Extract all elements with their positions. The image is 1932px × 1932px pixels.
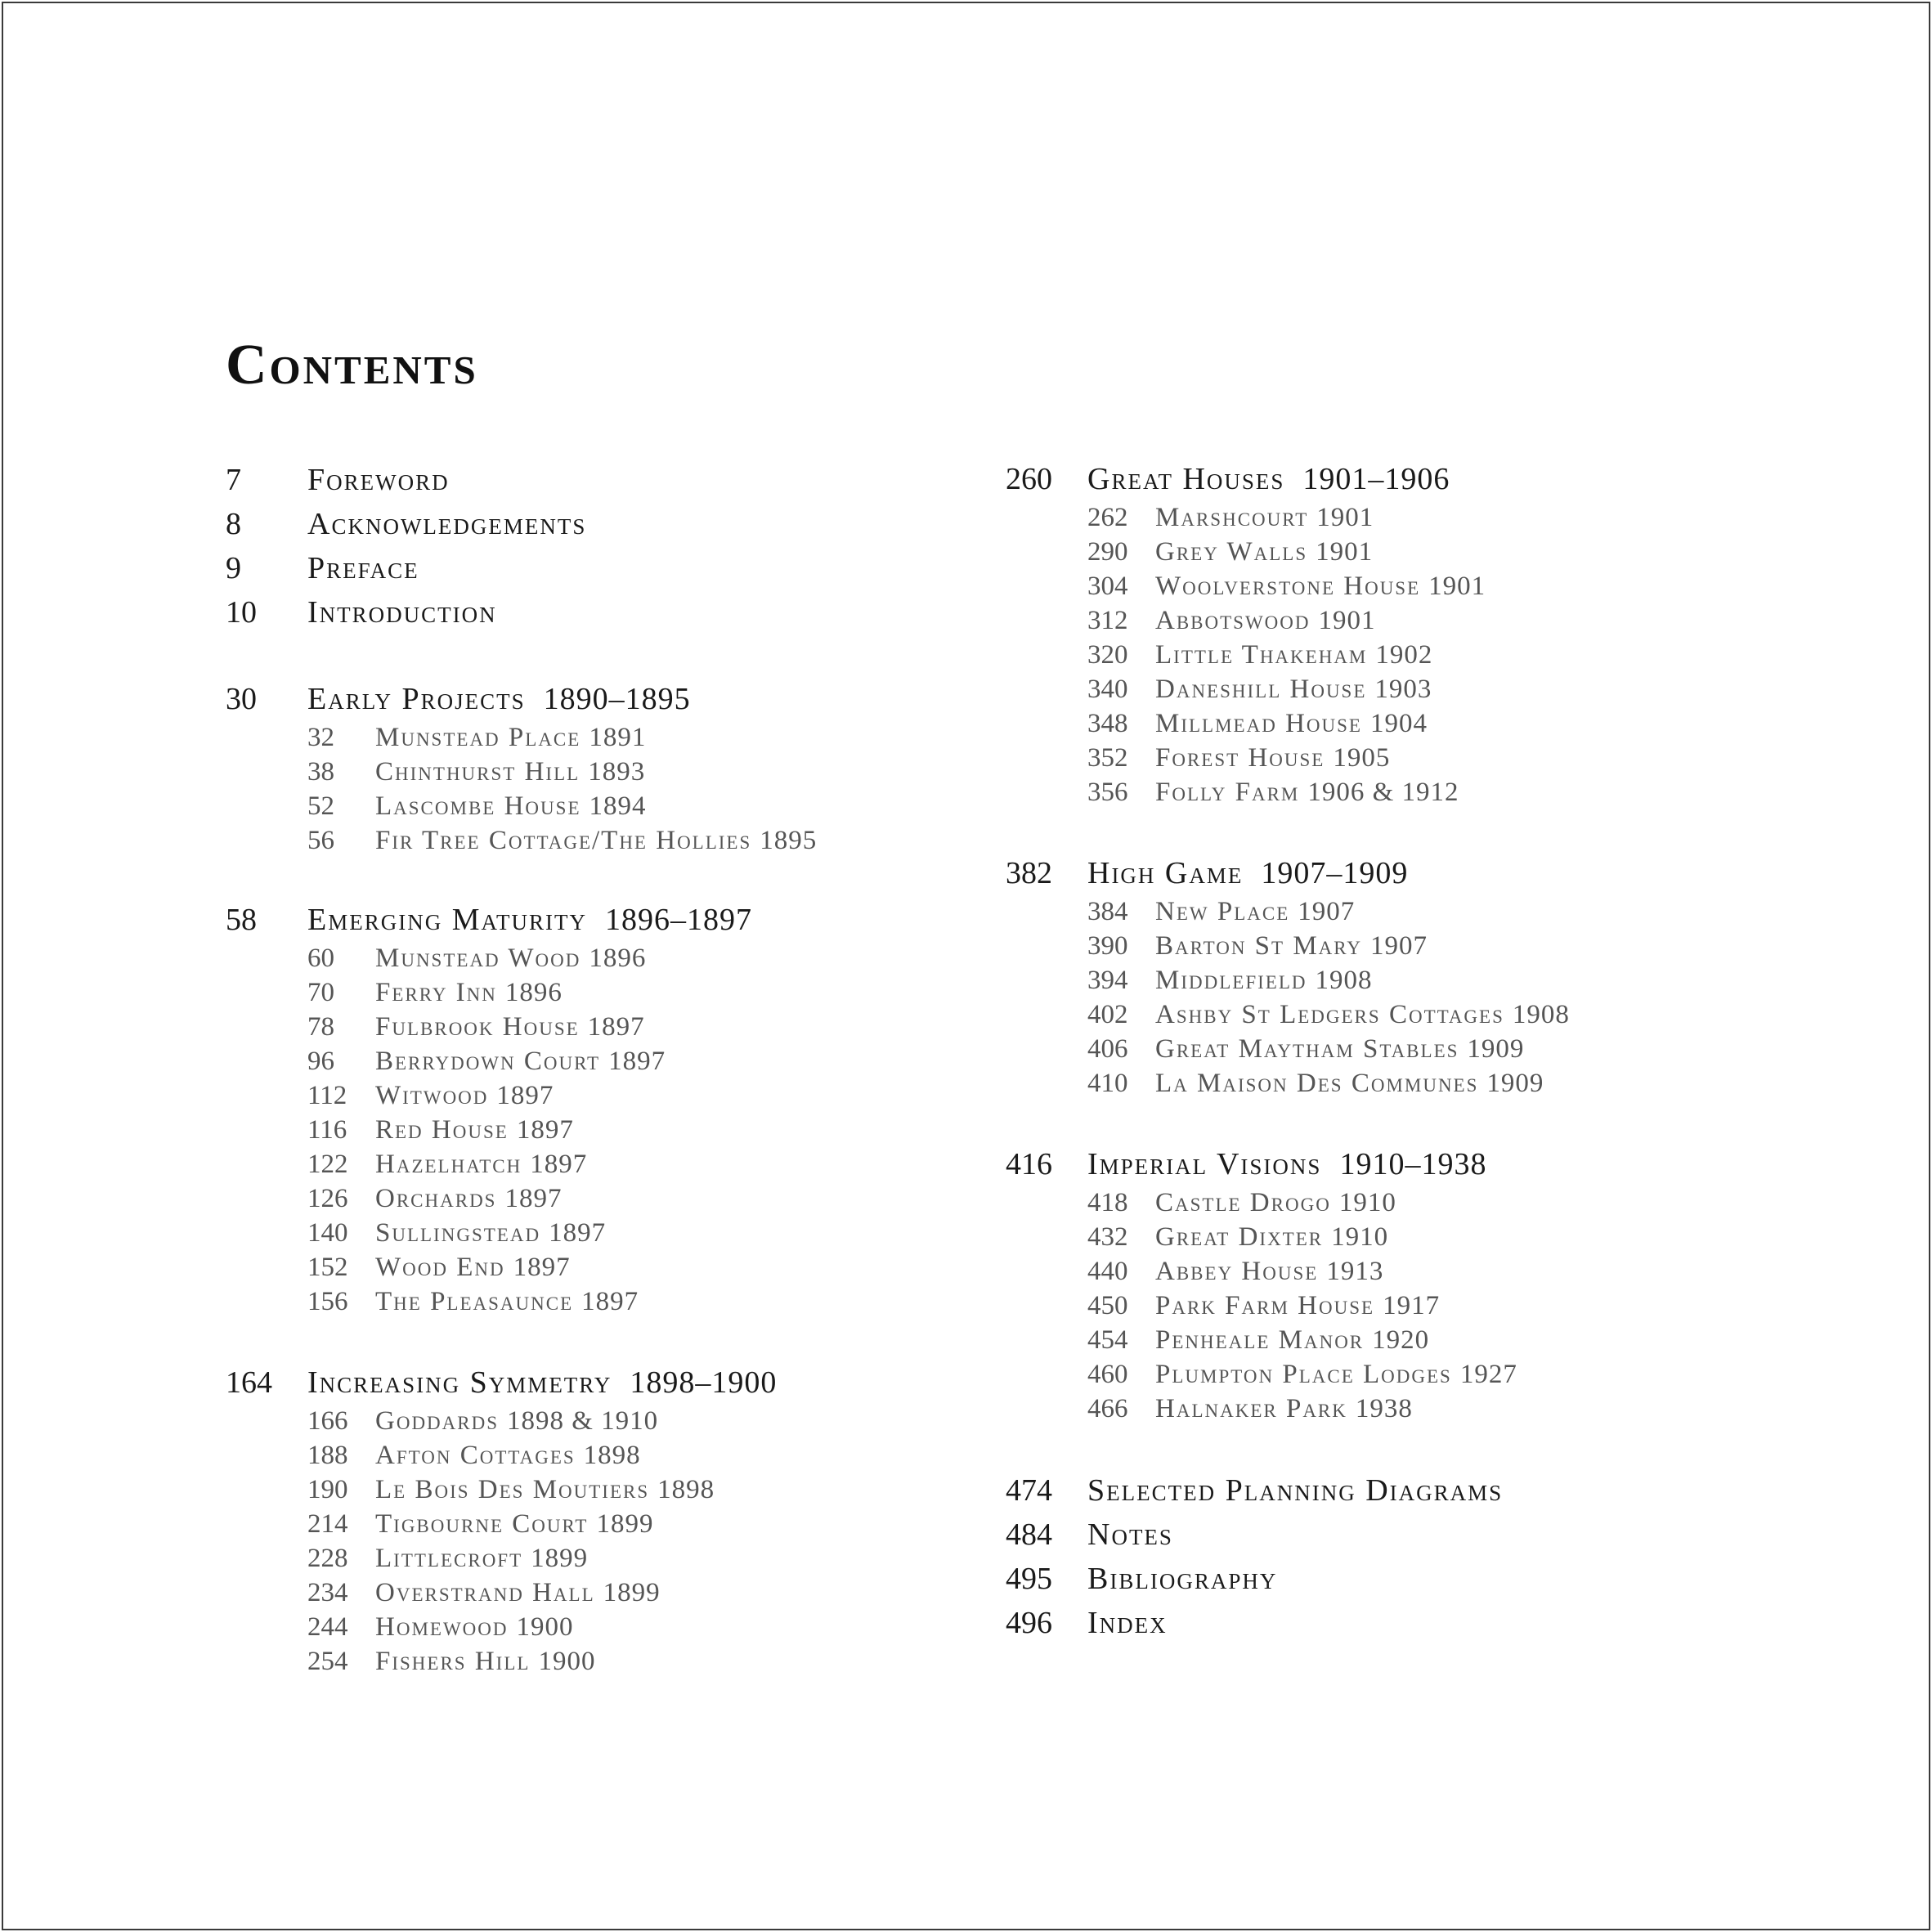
page-number: 348 <box>1087 709 1128 738</box>
item-year: 1897 <box>581 1287 639 1316</box>
item-label: Tigbourne Court <box>375 1509 589 1539</box>
toc-section-early-projects[interactable] <box>226 678 817 720</box>
toc-entry-introduction[interactable] <box>226 590 817 634</box>
entry-label: Selected Planning Diagrams <box>1087 1473 1504 1508</box>
page-number: 394 <box>1087 966 1128 995</box>
item-label: Daneshill House <box>1155 675 1367 704</box>
item-label: Munstead Place <box>375 723 581 752</box>
item-label: Barton St Mary <box>1155 931 1362 961</box>
item-year: 1903 <box>1374 675 1432 704</box>
item-label: Fir Tree Cottage/The Hollies <box>375 826 752 855</box>
page-number: 126 <box>307 1184 348 1213</box>
item-label: Folly Farm <box>1155 778 1300 807</box>
page-number: 416 <box>1006 1147 1052 1181</box>
item-label: Afton Cottages <box>375 1441 576 1470</box>
toc-item[interactable] <box>226 1147 817 1181</box>
item-label: Grey Walls <box>1155 537 1308 567</box>
toc-section-great-houses[interactable] <box>1006 458 1570 500</box>
section-label: Increasing Symmetry <box>307 1365 612 1400</box>
item-label: Wood End <box>375 1253 505 1282</box>
toc-item[interactable] <box>226 1078 817 1113</box>
toc-item[interactable] <box>226 789 817 823</box>
toc-item[interactable] <box>226 1250 817 1284</box>
section-dates: 1910–1938 <box>1339 1147 1487 1181</box>
page-number: 38 <box>307 757 334 787</box>
item-year: 1910 <box>1331 1222 1389 1252</box>
page-number: 440 <box>1087 1257 1128 1286</box>
toc-entry-notes[interactable] <box>1006 1513 1570 1557</box>
toc-item[interactable] <box>226 1541 817 1576</box>
item-year: 1898 <box>583 1441 641 1470</box>
page-number: 152 <box>307 1253 348 1282</box>
item-label: Witwood <box>375 1081 489 1110</box>
item-year: 1899 <box>531 1544 589 1573</box>
page-number: 52 <box>307 791 334 821</box>
section-dates: 1890–1895 <box>543 682 691 716</box>
page-number: 384 <box>1087 897 1128 926</box>
page-number: 320 <box>1087 640 1128 670</box>
toc-item[interactable] <box>1006 1220 1570 1254</box>
page-number: 9 <box>226 551 241 585</box>
page-number: 244 <box>307 1612 348 1642</box>
page-number: 10 <box>226 595 257 630</box>
page-number: 166 <box>307 1406 348 1436</box>
page-number: 450 <box>1087 1291 1128 1320</box>
toc-item[interactable] <box>226 1610 817 1644</box>
page-number: 32 <box>307 723 334 752</box>
toc-item[interactable] <box>226 1438 817 1473</box>
toc-item[interactable] <box>226 1044 817 1078</box>
item-year: 1904 <box>1369 709 1428 738</box>
toc-item[interactable] <box>1006 1254 1570 1289</box>
page-number: 418 <box>1087 1188 1128 1217</box>
toc-entry-index[interactable] <box>1006 1601 1570 1645</box>
page-number: 496 <box>1006 1606 1052 1640</box>
toc-item[interactable] <box>226 1216 817 1250</box>
item-year: 1907 <box>1369 931 1428 961</box>
entry-label: Index <box>1087 1606 1168 1640</box>
item-year: 1908 <box>1512 1000 1570 1029</box>
item-year: 1902 <box>1375 640 1433 670</box>
toc-item[interactable] <box>1006 1323 1570 1357</box>
item-year: 1900 <box>538 1647 596 1676</box>
item-label: Fulbrook House <box>375 1012 580 1042</box>
toc-item[interactable] <box>1006 1032 1570 1066</box>
section-dates: 1907–1909 <box>1261 856 1409 890</box>
toc-item[interactable] <box>1006 894 1570 929</box>
item-label: Ashby St Ledgers Cottages <box>1155 1000 1504 1029</box>
page-number: 122 <box>307 1150 348 1179</box>
item-label: Woolverstone House <box>1155 572 1421 601</box>
item-year: 1907 <box>1298 897 1356 926</box>
section-dates: 1901–1906 <box>1302 462 1450 496</box>
toc-item[interactable] <box>1006 500 1570 535</box>
toc-item[interactable] <box>1006 569 1570 603</box>
section-label: Early Projects <box>307 682 526 716</box>
toc-item[interactable] <box>1006 741 1570 775</box>
toc-item[interactable] <box>226 1113 817 1147</box>
toc-item[interactable] <box>1006 1289 1570 1323</box>
item-label: New Place <box>1155 897 1290 926</box>
item-year: 1910 <box>1338 1188 1396 1217</box>
item-label: Abbotswood <box>1155 606 1311 635</box>
item-year: 1906 & 1912 <box>1307 778 1459 807</box>
toc-right-column <box>1006 458 1570 1645</box>
page-number: 474 <box>1006 1473 1052 1508</box>
page-number: 56 <box>307 826 334 855</box>
item-year: 1899 <box>596 1509 654 1539</box>
item-year: 1897 <box>608 1047 666 1076</box>
item-year: 1896 <box>589 944 647 973</box>
page-number: 460 <box>1087 1360 1128 1389</box>
item-label: Munstead Wood <box>375 944 581 973</box>
item-label: Millmead House <box>1155 709 1362 738</box>
toc-section-imperial-visions[interactable] <box>1006 1143 1570 1186</box>
toc-entry-selected-planning-diagrams[interactable] <box>1006 1468 1570 1513</box>
item-year: 1897 <box>587 1012 645 1042</box>
item-year: 1917 <box>1383 1291 1441 1320</box>
item-label: Park Farm House <box>1155 1291 1375 1320</box>
item-label: Chinthurst Hill <box>375 757 580 787</box>
toc-item[interactable] <box>1006 997 1570 1032</box>
toc-item[interactable] <box>1006 706 1570 741</box>
item-label: The Pleasaunce <box>375 1287 574 1316</box>
item-year: 1896 <box>504 978 563 1007</box>
page-number: 164 <box>226 1365 272 1400</box>
item-year: 1899 <box>603 1578 661 1607</box>
item-year: 1897 <box>516 1115 574 1145</box>
item-label: La Maison Des Communes <box>1155 1069 1479 1098</box>
item-label: Plumpton Place Lodges <box>1155 1360 1452 1389</box>
item-label: Goddards <box>375 1406 500 1436</box>
item-label: Halnaker Park <box>1155 1394 1347 1423</box>
entry-label: Acknowledgements <box>307 507 587 541</box>
item-label: Sullingstead <box>375 1218 541 1248</box>
toc-item[interactable] <box>226 975 817 1010</box>
toc-item[interactable] <box>1006 603 1570 638</box>
item-year: 1927 <box>1459 1360 1517 1389</box>
page-number: 382 <box>1006 856 1052 890</box>
item-label: Marshcourt <box>1155 503 1309 532</box>
toc-item[interactable] <box>1006 1066 1570 1100</box>
page-number: 454 <box>1087 1325 1128 1355</box>
item-year: 1897 <box>513 1253 571 1282</box>
page-number: 432 <box>1087 1222 1128 1252</box>
page-number: 58 <box>226 903 257 937</box>
section-dates: 1896–1897 <box>604 903 752 937</box>
page-number: 254 <box>307 1647 348 1676</box>
item-label: Middlefield <box>1155 966 1307 995</box>
toc-item[interactable] <box>226 941 817 975</box>
page-number: 304 <box>1087 572 1128 601</box>
item-year: 1897 <box>530 1150 588 1179</box>
item-year: 1897 <box>549 1218 607 1248</box>
item-year: 1909 <box>1467 1034 1525 1064</box>
toc-entry-preface[interactable] <box>226 546 817 590</box>
page-number: 30 <box>226 682 257 716</box>
item-year: 1894 <box>589 791 647 821</box>
toc-item[interactable] <box>1006 1186 1570 1220</box>
item-year: 1901 <box>1318 606 1376 635</box>
item-year: 1900 <box>516 1612 574 1642</box>
toc-entry-acknowledgements[interactable] <box>226 502 817 546</box>
item-year: 1897 <box>504 1184 563 1213</box>
toc-item[interactable] <box>226 1181 817 1216</box>
toc-item[interactable] <box>226 1473 817 1507</box>
page-number: 495 <box>1006 1562 1052 1596</box>
toc-item[interactable] <box>1006 963 1570 997</box>
toc-left-column <box>226 458 817 1679</box>
entry-label: Preface <box>307 551 419 585</box>
page-number: 390 <box>1087 931 1128 961</box>
page-number: 466 <box>1087 1394 1128 1423</box>
toc-item[interactable] <box>226 720 817 755</box>
page-number: 356 <box>1087 778 1128 807</box>
page-number: 340 <box>1087 675 1128 704</box>
page-number: 116 <box>307 1115 347 1145</box>
item-label: Homewood <box>375 1612 509 1642</box>
toc-item[interactable] <box>1006 775 1570 809</box>
item-year: 1901 <box>1428 572 1486 601</box>
page-number: 70 <box>307 978 334 1007</box>
toc-section-emerging-maturity[interactable] <box>226 899 817 941</box>
toc-item[interactable] <box>226 823 817 858</box>
section-label: Emerging Maturity <box>307 903 587 937</box>
item-year: 1891 <box>589 723 647 752</box>
item-year: 1895 <box>760 826 818 855</box>
page-number: 7 <box>226 463 241 497</box>
item-year: 1909 <box>1486 1069 1544 1098</box>
toc-item[interactable] <box>226 1404 817 1438</box>
page-number: 262 <box>1087 503 1128 532</box>
page-number: 78 <box>307 1012 334 1042</box>
item-label: Orchards <box>375 1184 497 1213</box>
page-number: 156 <box>307 1287 348 1316</box>
toc-section-increasing-symmetry[interactable] <box>226 1361 817 1404</box>
toc-entry-bibliography[interactable] <box>1006 1557 1570 1601</box>
item-label: Littlecroft <box>375 1544 523 1573</box>
page-number: 234 <box>307 1578 348 1607</box>
item-year: 1938 <box>1355 1394 1413 1423</box>
toc-item[interactable] <box>226 1644 817 1679</box>
entry-label: Bibliography <box>1087 1562 1278 1596</box>
toc-item[interactable] <box>1006 638 1570 672</box>
page-number: 352 <box>1087 743 1128 773</box>
page-number: 190 <box>307 1475 348 1504</box>
page-number: 410 <box>1087 1069 1128 1098</box>
item-year: 1898 & 1910 <box>507 1406 659 1436</box>
page-number: 312 <box>1087 606 1128 635</box>
item-year: 1905 <box>1333 743 1391 773</box>
entry-label: Notes <box>1087 1517 1173 1552</box>
toc-item[interactable] <box>226 1010 817 1044</box>
section-label: High Game <box>1087 856 1244 890</box>
item-label: Le Bois Des Moutiers <box>375 1475 650 1504</box>
item-year: 1898 <box>657 1475 715 1504</box>
toc-item[interactable] <box>226 1576 817 1610</box>
item-label: Great Dixter <box>1155 1222 1324 1252</box>
toc-item[interactable] <box>1006 929 1570 963</box>
page-number: 260 <box>1006 462 1052 496</box>
item-label: Castle Drogo <box>1155 1188 1331 1217</box>
page-title: Contents <box>226 334 478 397</box>
item-label: Fishers Hill <box>375 1647 531 1676</box>
item-label: Penheale Manor <box>1155 1325 1365 1355</box>
item-year: 1893 <box>588 757 646 787</box>
page-number: 140 <box>307 1218 348 1248</box>
toc-item[interactable] <box>1006 672 1570 706</box>
item-label: Lascombe House <box>375 791 581 821</box>
item-year: 1920 <box>1372 1325 1430 1355</box>
item-year: 1901 <box>1316 537 1374 567</box>
item-year: 1901 <box>1316 503 1374 532</box>
item-label: Hazelhatch <box>375 1150 522 1179</box>
toc-item[interactable] <box>1006 535 1570 569</box>
page-number: 290 <box>1087 537 1128 567</box>
page-number: 228 <box>307 1544 348 1573</box>
toc-item[interactable] <box>226 1507 817 1541</box>
toc-section-high-game[interactable] <box>1006 852 1570 894</box>
section-dates: 1898–1900 <box>630 1365 778 1400</box>
section-label: Great Houses <box>1087 462 1285 496</box>
page-number: 402 <box>1087 1000 1128 1029</box>
item-label: Great Maytham Stables <box>1155 1034 1459 1064</box>
entry-label: Introduction <box>307 595 497 630</box>
page-number: 8 <box>226 507 241 541</box>
entry-label: Foreword <box>307 463 450 497</box>
item-year: 1897 <box>496 1081 554 1110</box>
item-year: 1913 <box>1326 1257 1384 1286</box>
item-label: Ferry Inn <box>375 978 497 1007</box>
item-year: 1908 <box>1315 966 1373 995</box>
page-number: 60 <box>307 944 334 973</box>
toc-entry-foreword[interactable] <box>226 458 817 502</box>
item-label: Abbey House <box>1155 1257 1319 1286</box>
item-label: Forest House <box>1155 743 1325 773</box>
item-label: Red House <box>375 1115 509 1145</box>
toc-item[interactable] <box>1006 1357 1570 1392</box>
section-label: Imperial Visions <box>1087 1147 1322 1181</box>
page-number: 484 <box>1006 1517 1052 1552</box>
page-number: 112 <box>307 1081 347 1110</box>
toc-item[interactable] <box>226 755 817 789</box>
page-number: 188 <box>307 1441 348 1470</box>
toc-item[interactable] <box>1006 1392 1570 1426</box>
item-label: Overstrand Hall <box>375 1578 595 1607</box>
item-label: Little Thakeham <box>1155 640 1368 670</box>
page-number: 406 <box>1087 1034 1128 1064</box>
item-label: Berrydown Court <box>375 1047 601 1076</box>
page-number: 96 <box>307 1047 334 1076</box>
toc-item[interactable] <box>226 1284 817 1319</box>
page-number: 214 <box>307 1509 348 1539</box>
